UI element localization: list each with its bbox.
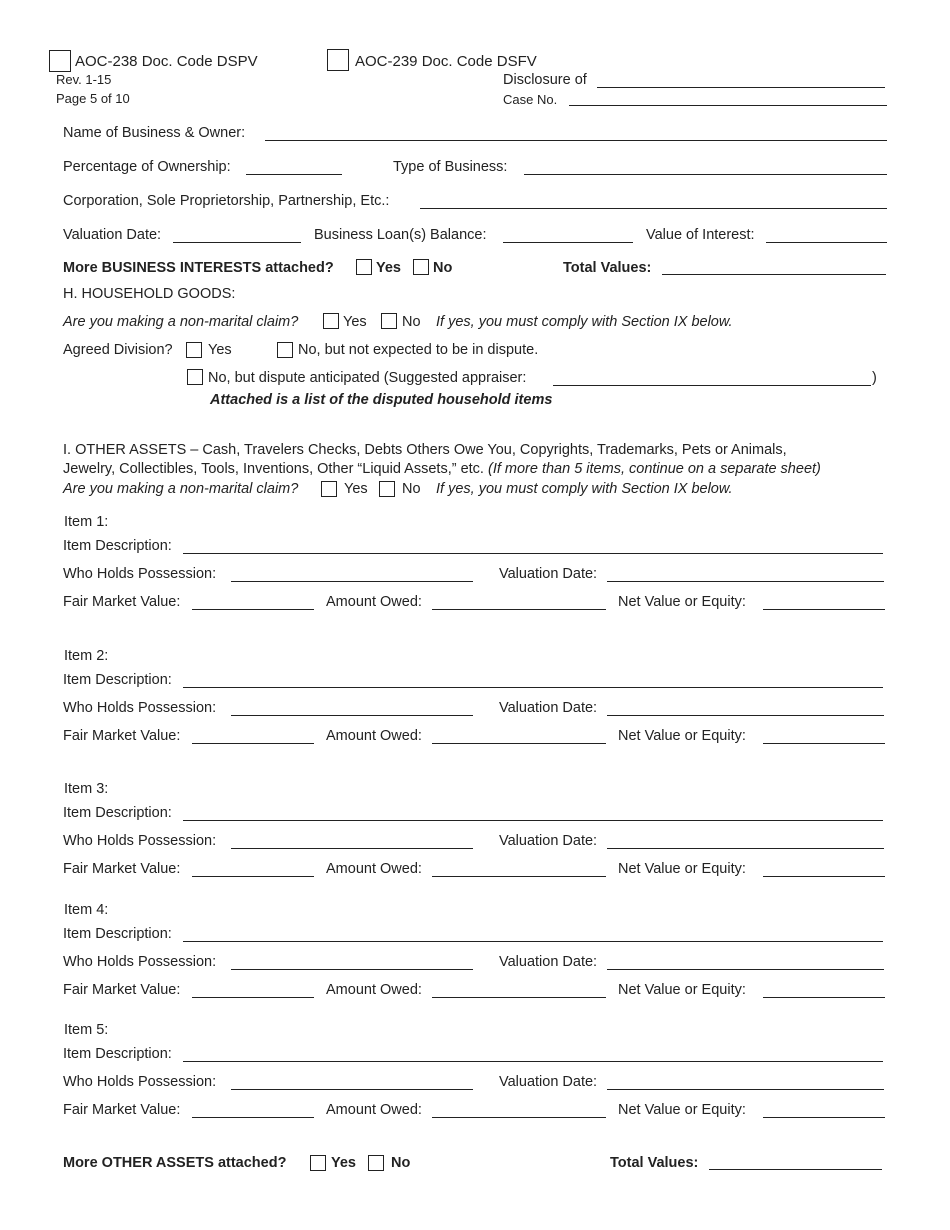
item-2-fair-market-value-label: Fair Market Value:	[63, 728, 181, 744]
business-valuation-date-field[interactable]	[173, 242, 301, 243]
item-2-net-value-label: Net Value or Equity:	[618, 728, 746, 744]
item-3-fair-market-value-label: Fair Market Value:	[63, 861, 181, 877]
item-4-possession-label: Who Holds Possession:	[63, 954, 217, 970]
business-name-owner-field[interactable]	[265, 140, 887, 141]
business-loan-balance-field[interactable]	[503, 242, 633, 243]
item-5-net-value-label: Net Value or Equity:	[618, 1102, 746, 1118]
case-number-label: Case No.	[503, 92, 558, 107]
disclosure-field[interactable]	[597, 87, 885, 88]
other-assets-total-values-field[interactable]	[709, 1169, 882, 1170]
other-assets-claim-no-label: No	[402, 481, 421, 497]
disputed-items-note: Attached is a list of the disputed household items	[210, 392, 553, 408]
more-business-interests-label: More BUSINESS INTERESTS attached?	[63, 260, 334, 276]
item-3-valuation-date-label: Valuation Date:	[499, 833, 598, 849]
other-assets-heading: I. OTHER ASSETS – Cash, Travelers Checks, Debts Others Owe You, Copyrights, Trademarks, Pets or Animals,	[63, 442, 787, 458]
agreed-division-label: Agreed Division?	[63, 342, 173, 358]
item-1-possession-field[interactable]	[231, 581, 473, 582]
item-1-possession-label: Who Holds Possession:	[63, 566, 217, 582]
more-business-yes-checkbox[interactable]	[356, 259, 372, 275]
item-5-possession-field[interactable]	[231, 1089, 473, 1090]
item-4-amount-owed-field[interactable]	[432, 997, 606, 998]
item-4-valuation-date-label: Valuation Date:	[499, 954, 598, 970]
more-business-no-label: No	[433, 260, 453, 276]
item-5-valuation-date-field[interactable]	[607, 1089, 884, 1090]
household-claim-yes-checkbox[interactable]	[323, 313, 339, 329]
form-aoc-239-label: AOC-239 Doc. Code DSFV	[355, 53, 537, 70]
item-5-net-value-field[interactable]	[763, 1117, 885, 1118]
case-number-field[interactable]	[569, 105, 887, 106]
business-loan-balance-label: Business Loan(s) Balance:	[314, 227, 487, 243]
page-number: Page 5 of 10	[56, 91, 130, 106]
aoc-238-checkbox[interactable]	[49, 50, 71, 72]
item-3-amount-owed-label: Amount Owed:	[326, 861, 422, 877]
item-5-amount-owed-label: Amount Owed:	[326, 1102, 422, 1118]
item-5-possession-label: Who Holds Possession:	[63, 1074, 217, 1090]
item-3-possession-field[interactable]	[231, 848, 473, 849]
other-assets-heading-line2	[63, 461, 821, 477]
item-1-label: Item 1:	[64, 514, 109, 530]
item-3-net-value-label: Net Value or Equity:	[618, 861, 746, 877]
item-5-label: Item 5:	[64, 1022, 109, 1038]
household-claim-no-label: No	[402, 314, 421, 330]
item-5-valuation-date-label: Valuation Date:	[499, 1074, 598, 1090]
household-nonmarital-question: Are you making a non-marital claim?	[63, 314, 299, 330]
item-4-possession-field[interactable]	[231, 969, 473, 970]
separate-sheet-note: (If more than 5 items, continue on a separate sheet)	[487, 461, 821, 477]
agreed-division-yes-label: Yes	[208, 342, 232, 358]
item-4-net-value-label: Net Value or Equity:	[618, 982, 746, 998]
other-assets-comply-note: If yes, you must comply with Section IX below.	[436, 481, 733, 497]
item-2-possession-label: Who Holds Possession:	[63, 700, 217, 716]
item-1-net-value-field[interactable]	[763, 609, 885, 610]
household-claim-no-checkbox[interactable]	[381, 313, 397, 329]
item-1-valuation-date-label: Valuation Date:	[499, 566, 598, 582]
household-claim-yes-label: Yes	[343, 314, 367, 330]
no-dispute-expected-label: No, but not expected to be in dispute.	[298, 342, 539, 358]
item-2-possession-field[interactable]	[231, 715, 473, 716]
corporation-type-field[interactable]	[420, 208, 887, 209]
other-assets-claim-yes-label: Yes	[344, 481, 368, 497]
item-4-valuation-date-field[interactable]	[607, 969, 884, 970]
item-4-description-label: Item Description:	[63, 926, 172, 942]
revision-label: Rev. 1-15	[56, 72, 112, 87]
item-1-description-label: Item Description:	[63, 538, 172, 554]
business-name-owner-label: Name of Business & Owner:	[63, 125, 246, 141]
item-5-fair-market-value-field[interactable]	[192, 1117, 314, 1118]
more-other-assets-no-label: No	[391, 1155, 411, 1171]
more-other-assets-label: More OTHER ASSETS attached?	[63, 1155, 287, 1171]
business-valuation-date-label: Valuation Date:	[63, 227, 162, 243]
item-3-net-value-field[interactable]	[763, 876, 885, 877]
value-of-interest-field[interactable]	[766, 242, 887, 243]
other-assets-claim-no-checkbox[interactable]	[379, 481, 395, 497]
item-1-valuation-date-field[interactable]	[607, 581, 884, 582]
item-3-label: Item 3:	[64, 781, 109, 797]
more-other-assets-no-checkbox[interactable]	[368, 1155, 384, 1171]
item-4-amount-owed-label: Amount Owed:	[326, 982, 422, 998]
more-business-yes-label: Yes	[376, 260, 401, 276]
item-2-description-label: Item Description:	[63, 672, 172, 688]
business-type-label: Type of Business:	[393, 159, 508, 175]
suggested-appraiser-field[interactable]	[553, 385, 871, 386]
item-2-valuation-date-field[interactable]	[607, 715, 884, 716]
item-4-description-field[interactable]	[183, 941, 883, 942]
item-3-fair-market-value-field[interactable]	[192, 876, 314, 877]
item-4-label: Item 4:	[64, 902, 109, 918]
item-2-amount-owed-label: Amount Owed:	[326, 728, 422, 744]
more-other-assets-yes-label: Yes	[331, 1155, 356, 1171]
item-4-fair-market-value-field[interactable]	[192, 997, 314, 998]
item-5-description-field[interactable]	[183, 1061, 883, 1062]
other-assets-nonmarital-question: Are you making a non-marital claim?	[63, 481, 299, 497]
item-3-amount-owed-field[interactable]	[432, 876, 606, 877]
business-type-field[interactable]	[524, 174, 887, 175]
disclosure-label: Disclosure of	[503, 72, 587, 88]
item-1-fair-market-value-field[interactable]	[192, 609, 314, 610]
item-2-label: Item 2:	[64, 648, 109, 664]
dispute-anticipated-checkbox[interactable]	[187, 369, 203, 385]
percentage-ownership-label: Percentage of Ownership:	[63, 159, 231, 175]
item-1-amount-owed-label: Amount Owed:	[326, 594, 422, 610]
item-3-valuation-date-field[interactable]	[607, 848, 884, 849]
aoc-239-checkbox[interactable]	[327, 49, 349, 71]
item-3-description-field[interactable]	[183, 820, 883, 821]
item-1-description-field[interactable]	[183, 553, 883, 554]
item-2-net-value-field[interactable]	[763, 743, 885, 744]
more-other-assets-yes-checkbox[interactable]	[310, 1155, 326, 1171]
item-2-description-field[interactable]	[183, 687, 883, 688]
other-assets-claim-yes-checkbox[interactable]	[321, 481, 337, 497]
household-comply-note: If yes, you must comply with Section IX below.	[436, 314, 733, 330]
item-4-net-value-field[interactable]	[763, 997, 885, 998]
item-2-valuation-date-label: Valuation Date:	[499, 700, 598, 716]
business-total-values-label: Total Values:	[563, 260, 652, 276]
item-1-amount-owed-field[interactable]	[432, 609, 606, 610]
item-2-fair-market-value-field[interactable]	[192, 743, 314, 744]
item-1-fair-market-value-label: Fair Market Value:	[63, 594, 181, 610]
item-3-possession-label: Who Holds Possession:	[63, 833, 217, 849]
form-aoc-238-label: AOC-238 Doc. Code DSPV	[75, 53, 258, 70]
item-1-net-value-label: Net Value or Equity:	[618, 594, 746, 610]
agreed-division-yes-checkbox[interactable]	[186, 342, 202, 358]
other-assets-heading-text: Jewelry, Collectibles, Tools, Inventions, Other “Liquid Assets,” etc.	[63, 461, 484, 477]
item-5-amount-owed-field[interactable]	[432, 1117, 606, 1118]
item-4-fair-market-value-label: Fair Market Value:	[63, 982, 181, 998]
household-goods-heading: H. HOUSEHOLD GOODS:	[63, 286, 236, 302]
value-of-interest-label: Value of Interest:	[646, 227, 755, 243]
item-3-description-label: Item Description:	[63, 805, 172, 821]
appraiser-close-paren: )	[872, 370, 877, 386]
more-business-no-checkbox[interactable]	[413, 259, 429, 275]
corporation-type-label: Corporation, Sole Proprietorship, Partnership, Etc.:	[63, 193, 390, 209]
item-2-amount-owed-field[interactable]	[432, 743, 606, 744]
no-dispute-expected-checkbox[interactable]	[277, 342, 293, 358]
item-5-fair-market-value-label: Fair Market Value:	[63, 1102, 181, 1118]
other-assets-total-values-label: Total Values:	[610, 1155, 699, 1171]
business-total-values-field[interactable]	[662, 274, 886, 275]
percentage-ownership-field[interactable]	[246, 174, 342, 175]
item-5-description-label: Item Description:	[63, 1046, 172, 1062]
dispute-anticipated-label: No, but dispute anticipated (Suggested appraiser:	[208, 370, 527, 386]
